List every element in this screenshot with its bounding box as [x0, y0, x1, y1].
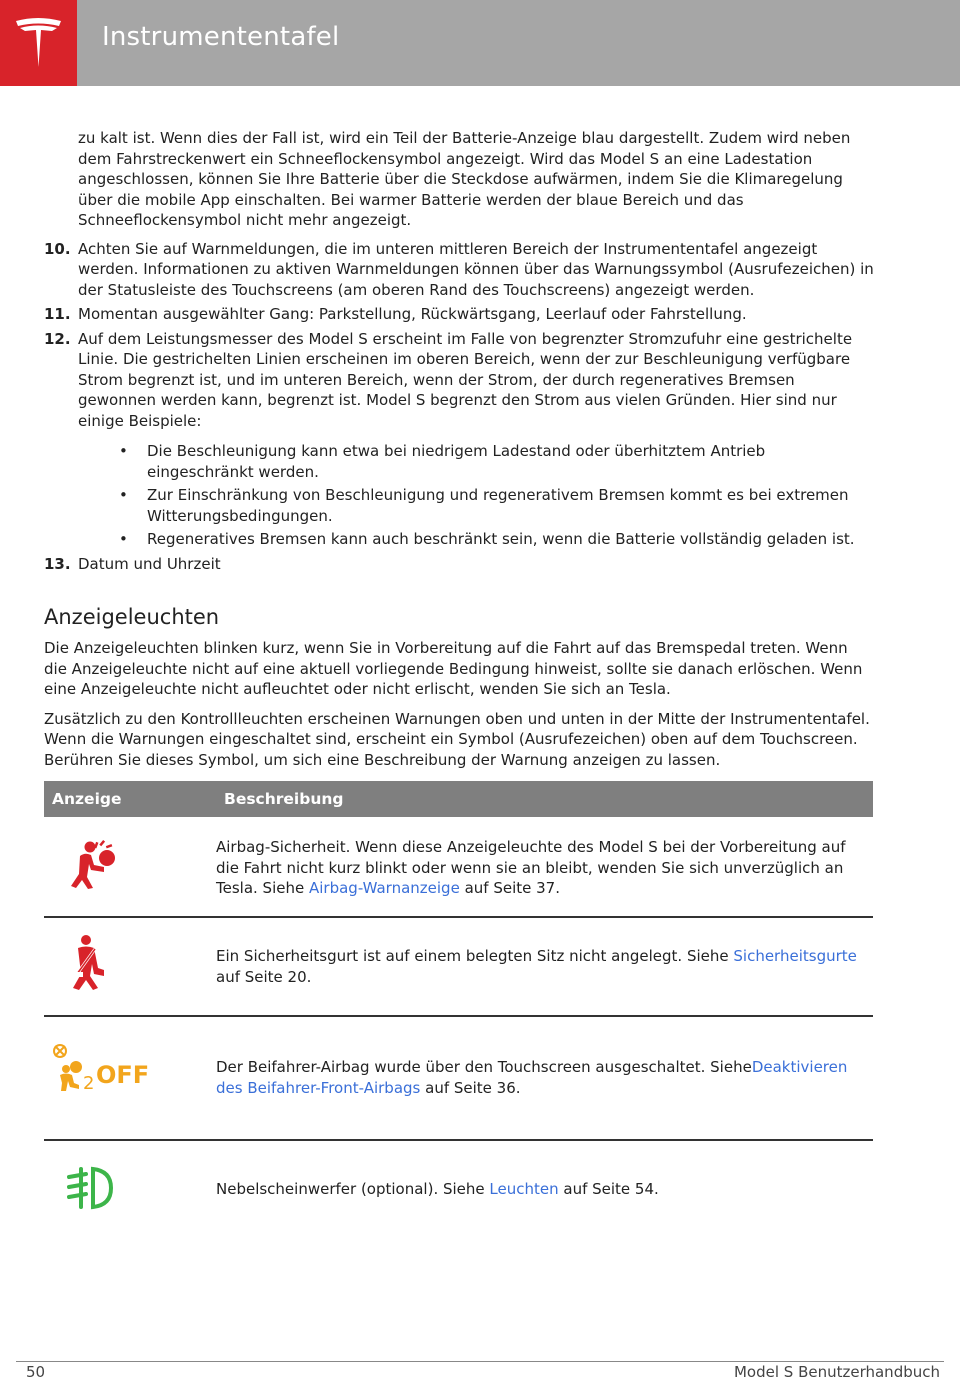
- description-text: Der Beifahrer-Airbag wurde über den Touchscreen ausgeschaltet. Siehe: [216, 1058, 752, 1076]
- bullet-item: [78, 529, 874, 550]
- leuchten-link[interactable]: Leuchten: [489, 1180, 559, 1198]
- description-cell: [216, 817, 873, 917]
- item-number: 13.: [44, 554, 71, 573]
- manual-title: Model S Benutzerhandbuch: [733, 1363, 940, 1381]
- column-header-indicator: Anzeige: [44, 781, 216, 817]
- bullet-text: Die Beschleunigung kann etwa bei niedrigem Ladestand oder überhitztem Antrieb eingeschränkt werden.: [147, 442, 766, 481]
- page-header: [0, 0, 960, 86]
- item-text: Momentan ausgewählter Gang: Parkstellung, Rückwärtsgang, Leerlauf oder Fahrstellung.: [78, 305, 747, 323]
- list-item-10: [44, 239, 874, 301]
- bullet-dot: •: [119, 530, 128, 548]
- footer-divider: [16, 1361, 944, 1362]
- bullet-item: [78, 485, 874, 526]
- bullet-text: Zur Einschränkung von Beschleunigung und regenerativem Bremsen kommt es bei extremen Witterungsbedingungen.: [147, 486, 849, 525]
- list-item-11: [44, 304, 874, 325]
- item-number: 10.: [44, 239, 71, 258]
- icon-cell: [44, 1016, 216, 1140]
- header-title: Instrumententafel: [102, 22, 340, 52]
- tesla-logo-icon: [14, 17, 63, 69]
- description-cell: [216, 1016, 873, 1140]
- airbag-warning-icon: [60, 839, 120, 889]
- page-ref: auf Seite 36.: [420, 1078, 521, 1097]
- sicherheitsgurte-link[interactable]: Sicherheitsgurte: [733, 947, 857, 965]
- airbag-icon-digit: 2: [83, 1073, 95, 1091]
- item-number: 11.: [44, 305, 71, 323]
- table-header-row: [44, 781, 873, 817]
- table-row: [44, 1140, 873, 1250]
- bullet-list: [78, 441, 874, 550]
- airbag-off-label: OFF: [96, 1061, 150, 1089]
- section-paragraph-1: Die Anzeigeleuchten blinken kurz, wenn Sie in Vorbereitung auf die Fahrt auf das Bremspedal treten. Wenn die Anzeigeleuchte nicht auf eine aktuell vorliegende Bedingung hinweist, sollte sie danach erlöschen. Wenn eine Anzeigeleuchte nicht aufleuchtet oder nicht erlischt, wenden Sie sich an Tesla.: [44, 639, 863, 698]
- description-text: Nebelscheinwerfer (optional). Siehe: [216, 1180, 490, 1198]
- description-cell: [216, 1140, 873, 1250]
- item-text: Datum und Uhrzeit: [78, 554, 221, 573]
- page-ref: auf Seite 54.: [558, 1180, 659, 1198]
- icon-cell: [44, 1140, 216, 1250]
- description-text: Ein Sicherheitsgurt ist auf einem belegten Sitz nicht angelegt. Siehe: [216, 947, 734, 965]
- logo-box: [0, 0, 77, 86]
- passenger-airbag-off-icon: [52, 1043, 162, 1091]
- table-row: [44, 1016, 873, 1140]
- icon-cell: [44, 917, 216, 1016]
- column-header-description: Beschreibung: [216, 781, 873, 817]
- section-paragraph-2: Zusätzlich zu den Kontrollleuchten erscheinen Warnungen oben und unten in der Mitte der Instrumententafel. Wenn die Warnungen eingeschaltet sind, erscheint ein Symbol (Ausrufezeichen) oben auf dem Touchscreen. Berühren Sie dieses Symbol, um sich eine Beschreibung der Warnung anzeigen zu lassen.: [44, 709, 870, 769]
- icon-cell: [44, 817, 216, 917]
- continuation-paragraph: zu kalt ist. Wenn dies der Fall ist, wird ein Teil der Batterie-Anzeige blau dargestellt. Zudem wird neben dem Fahrstreckenwert ein Schneeflockensymbol angezeigt. Wird das Model S an eine Ladestation angeschlossen, können Sie Ihre Batterie über die Steckdose aufwärmen, indem Sie die Klimaregelung über die mobile App einschalten. Bei warmer Batterie werden der blaue Bereich und das Schneeflockensymbol nicht mehr angezeigt.: [78, 129, 851, 229]
- item-text: Achten Sie auf Warnmeldungen, die im unteren mittleren Bereich der Instrumententafel angezeigt werden. Informationen zu aktiven Warnmeldungen können über das Warnungssymbol (Ausrufezeichen) in der Statusleiste des Touchscreens (am oberen Rand des Touchscreens) angezeigt werden.: [78, 239, 874, 299]
- table-row: [44, 817, 873, 917]
- list-item-13: [44, 554, 874, 575]
- item-text: Auf dem Leistungsmesser des Model S erscheint im Falle von begrenzter Stromzufuhr eine gestrichelte Linie. Die gestrichelten Linien erscheinen im oberen Bereich, wenn der zur Beschleunigung verfügbare Strom begrenzt ist, und im unteren Bereich, wenn der Strom, der durch regeneratives Bremsen gewonnen werden kann, begrenzt ist. Model S begrenzt den Strom aus vielen Gründen. Hier sind nur einige Beispiele:: [78, 329, 853, 430]
- item-number: 12.: [44, 329, 71, 348]
- list-item-12: [44, 329, 874, 550]
- airbag-warnanzeige-link[interactable]: Airbag-Warnanzeige: [308, 879, 460, 897]
- main-content: [44, 128, 874, 1250]
- beifahrer-airbag-link[interactable]: Deaktivieren des Beifahrer-Front-Airbags: [216, 1058, 848, 1097]
- bullet-item: [78, 441, 874, 482]
- fog-light-icon: [66, 1163, 116, 1213]
- page-number: 50: [26, 1363, 46, 1381]
- table-row: [44, 917, 873, 1016]
- bullet-dot: •: [119, 486, 128, 504]
- page-ref: auf Seite 37.: [459, 879, 560, 897]
- description-cell: [216, 917, 873, 1016]
- description-text: Airbag-Sicherheit. Wenn diese Anzeigeleuchte des Model S bei der Vorbereitung auf die Fahrt nicht kurz blinkt oder wenn sie an bleibt, wenden Sie sich unverzüglich an Tesla. Siehe: [216, 838, 846, 897]
- bullet-text: Regeneratives Bremsen kann auch beschränkt sein, wenn die Batterie vollständig geladen ist.: [147, 530, 855, 548]
- bullet-dot: •: [119, 442, 128, 460]
- seatbelt-warning-icon: [64, 934, 114, 990]
- indicator-table: [44, 781, 873, 1250]
- section-heading: Anzeigeleuchten: [44, 605, 220, 629]
- page-ref: auf Seite 20.: [216, 967, 312, 986]
